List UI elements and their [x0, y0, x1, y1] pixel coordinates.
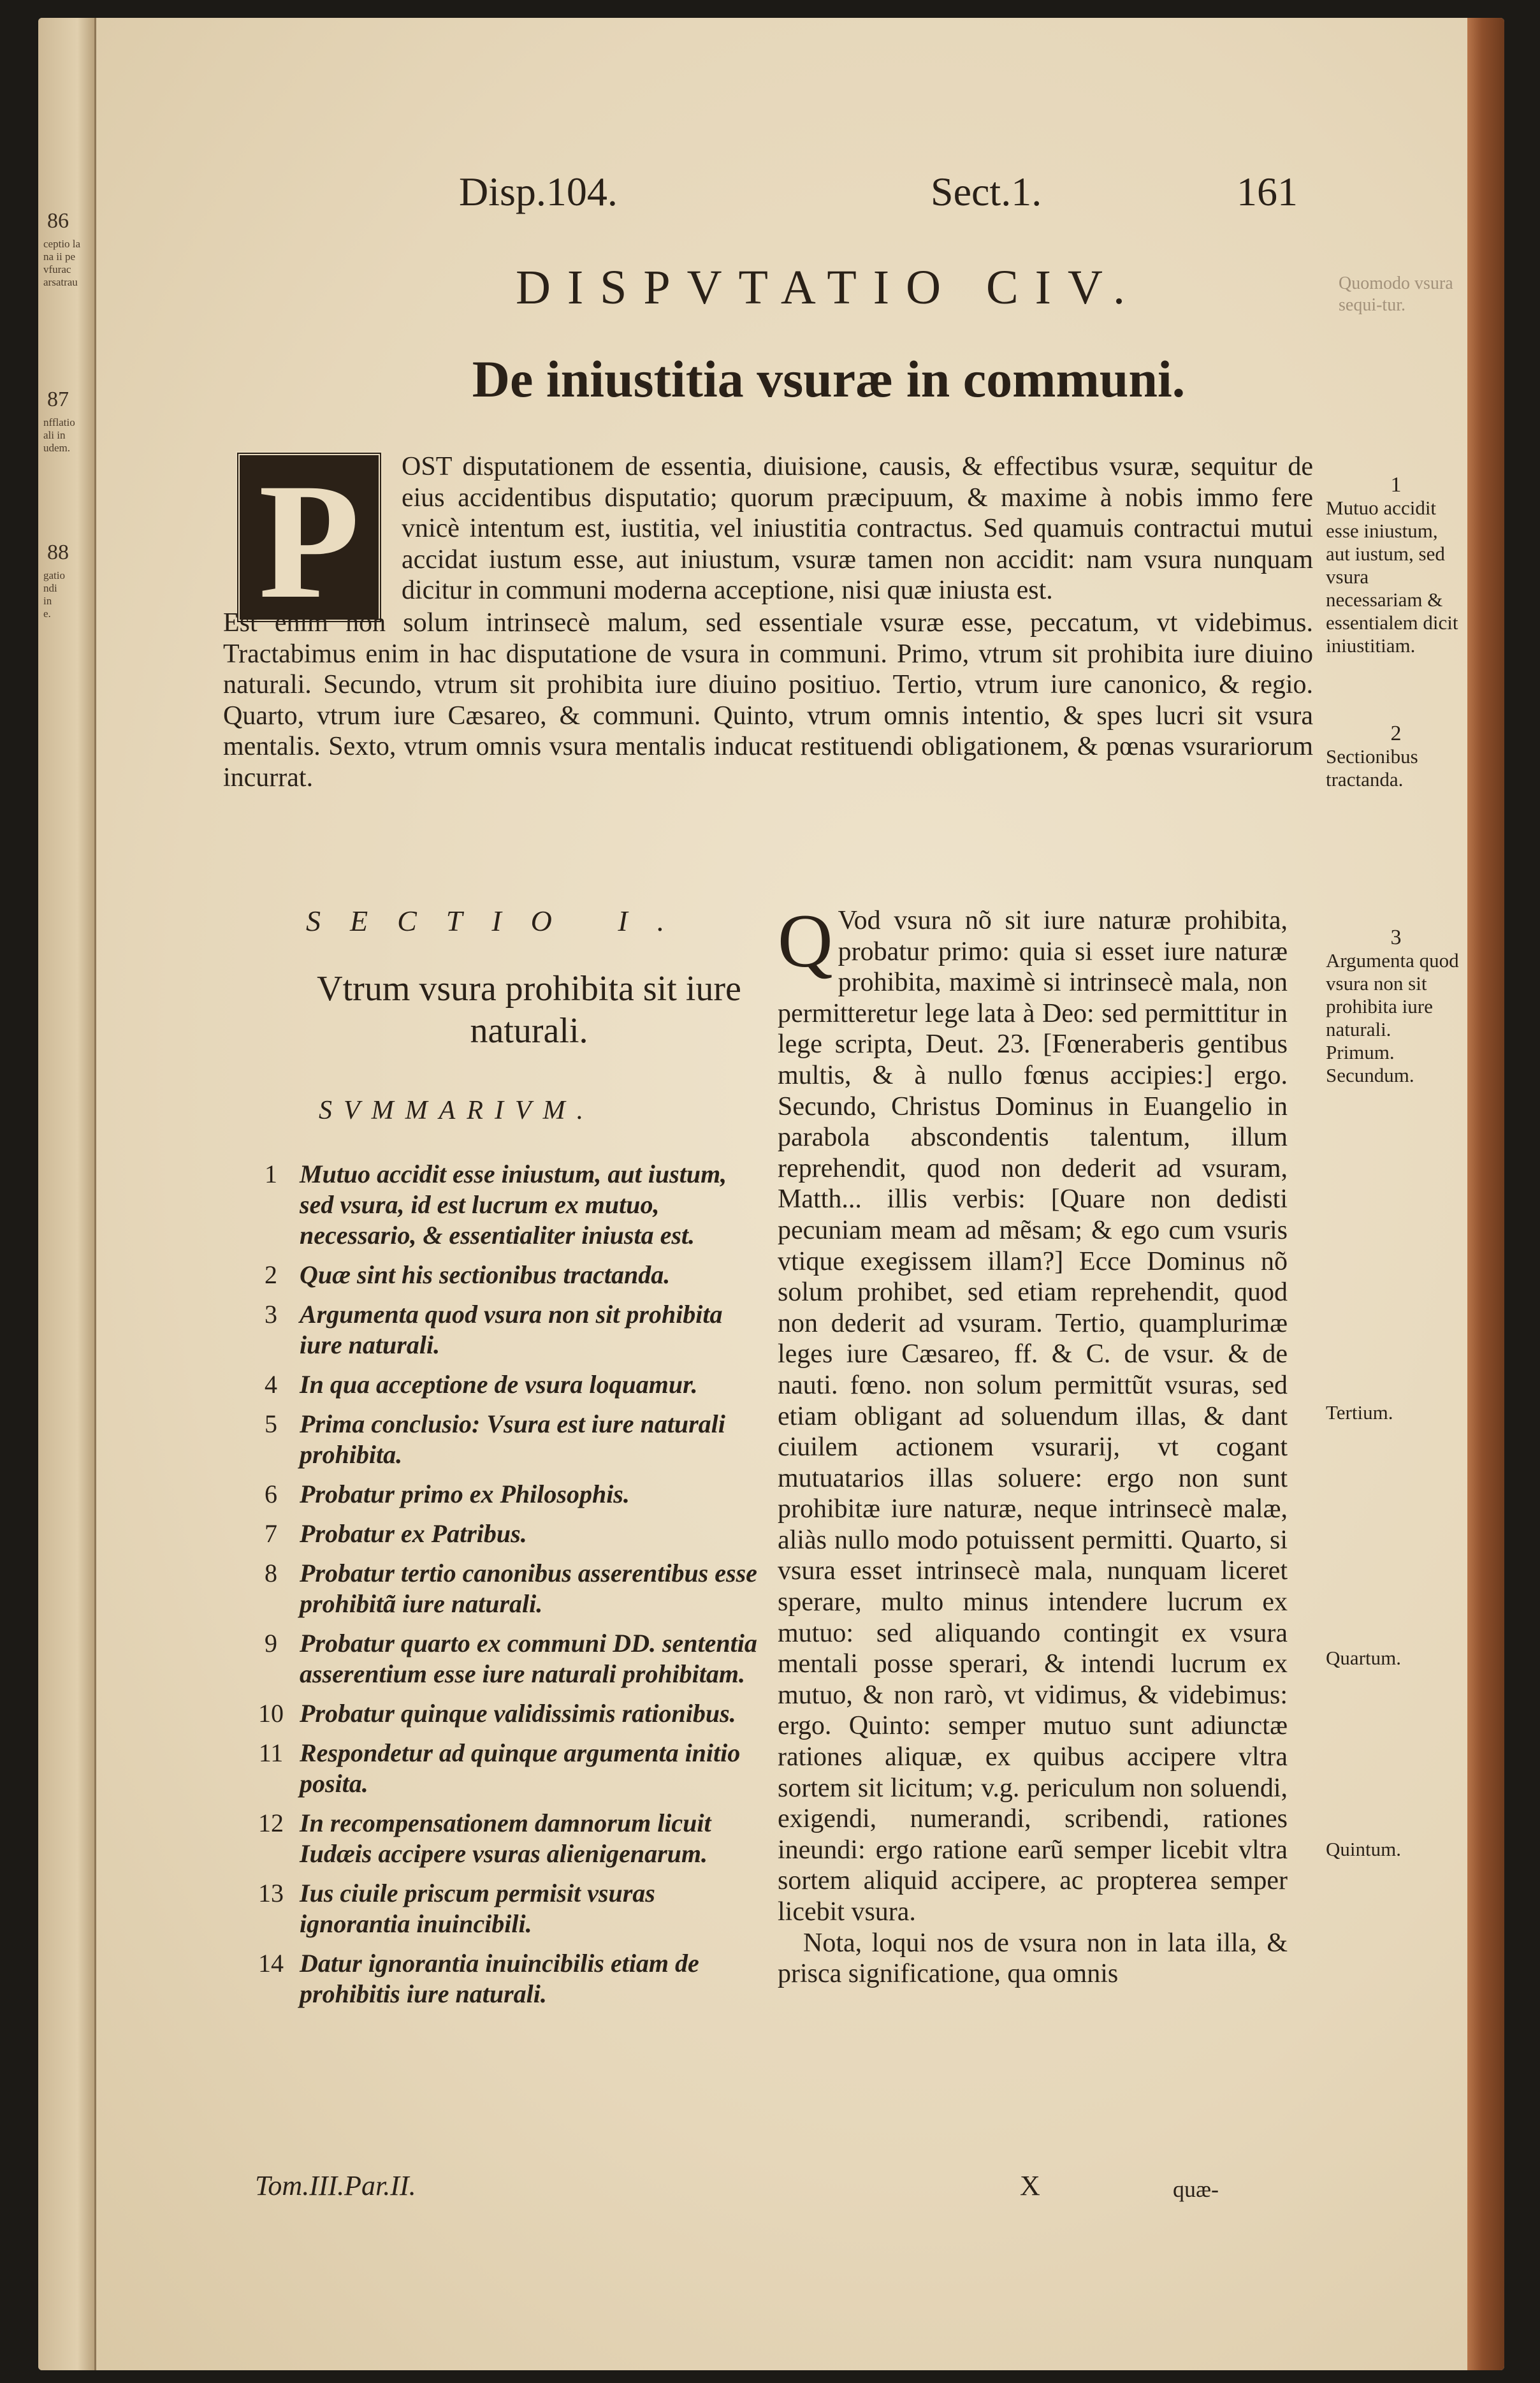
margin-note-quartum: Quartum.: [1326, 1647, 1401, 1669]
margin-note-1: 1 Mutuo accidit esse iniustum, aut iustum, sed vsura necessariam & essentialem dicit iniustitiam.: [1326, 473, 1458, 657]
summary-item: 11 Respondetur ad quinque argumenta initio posita.: [258, 1738, 741, 1798]
catchword: quæ-: [1173, 2176, 1219, 2202]
summary-item: 14 Datur ignorantia inuincibilis etiam de prohibitis iure naturali.: [258, 1949, 699, 2008]
summary-item: 9 Probatur quarto ex communi DD. sententia asserentium esse iure naturali prohibitam.: [265, 1629, 757, 1688]
header-section: Sect.1.: [931, 169, 1042, 214]
running-header: [370, 168, 1364, 219]
left-page-fragment: ceptio la na ii pe vfurac arsatrau: [43, 238, 81, 288]
signature-mark: X: [1020, 2170, 1040, 2201]
drop-letter-q: Q: [778, 898, 833, 983]
section-question: Vtrum vsura prohibita sit iure naturali.: [317, 969, 741, 1051]
summary-item: 1 Mutuo accidit esse iniustum, aut iustum, sed vsura, id est lucrum ex mutuo, necessario, & essentialiter iniusta est.: [265, 1160, 727, 1250]
intro-paragraph-lead: OST disputationem de essentia, diuisione, causis, & effectibus vsuræ, sequitur de eius accidentibus disputatio; quorum præcipuum, & maxime à nobis immo fere vnicè intentum est, iustitia, vel iniustitia contractus. Sed quamuis contractui mutui accidat iustum esse, aut iniustum, vsuræ tamen non accidit: nam vsura nunquam dicitur in communi moderna acceptione, nisi quæ iniusta est.: [402, 452, 1313, 605]
summary-item: 8 Probatur tertio canonibus asserentibus esse prohibitã iure naturali.: [265, 1559, 757, 1618]
left-page-fragment: nfflatio ali in udem.: [43, 416, 75, 454]
margin-note-quintum: Quintum.: [1326, 1838, 1401, 1860]
disputation-subtitle: De iniustitia vsuræ in communi.: [472, 350, 1186, 408]
page-number: 161: [1237, 169, 1298, 214]
summary-item: 4 In qua acceptione de vsura loquamur.: [265, 1370, 698, 1399]
summary-item: 12 In recompensationem damnorum licuit Iudæis accipere vsuras alienigenarum.: [258, 1809, 711, 1868]
summary-item: 2 Quæ sint his sectionibus tractanda.: [265, 1260, 671, 1289]
book-page: [38, 18, 1504, 2370]
left-page-fragment: gatio ndi in e.: [43, 569, 65, 620]
summary-item: 3 Argumenta quod vsura non sit prohibita iure naturali.: [265, 1300, 723, 1359]
section-label: SECTIO I.: [306, 905, 694, 937]
summary-item: 6 Probatur primo ex Philosophis.: [265, 1480, 630, 1508]
summary-item: 13 Ius ciuile priscum permisit vsuras ignorantia inuincibili.: [258, 1879, 655, 1938]
summary-item: 10 Probatur quinque validissimis rationibus.: [258, 1699, 736, 1728]
disputation-title: DISPVTATIO CIV.: [515, 261, 1142, 314]
ornamental-drop-cap: P: [236, 451, 382, 623]
header-disputation: Disp.104.: [459, 169, 618, 214]
body-paragraph-2: Nota, loqui nos de vsura non in lata illa, & prisca significatione, qua omnis: [778, 1928, 1288, 1989]
body-paragraph-1: Q Vod vsura nõ sit iure naturæ prohibita, probatur primo: quia si esset iure naturæ prohibita, maximè si intrinsecè mala, non permitteretur lege lata à Deo: sed permittitur in lege scripta, Deut. 23. [Fœneraberis gentibus multis, & à nullo fœnus accipies:] ergo. Secundo, Christus Dominus in Euangelio in parabola abscondentis talentum, illum reprehendit, quod non dederit ad vsuram, Matth... illis verbis: [Quare non dedisti pecuniam meam ad mẽsam; & ego cum vsuris vtique exegissem illam?] Ecce Dominus nõ solum prohibet, sed etiam reprehendit, quod non dederit ad vsuram. Tertio, quamplurimæ leges iure Cæsareo, ff. & C. de vsur. & de nauti. fœno. non solum permittũt vsuras, sed etiam obligant ad soluendum illas, & dant ciuilem actionem vsurarij, vt cogant mutuatarios illas soluere: ergo non sunt prohibitæ iure naturæ, neque intrinsecè malæ, aliàs nullo modo potuissent permitti. Quarto, si vsura esset intrinsecè mala, nunquam liceret sperare, multo minus intendere lucrum ex mutuo: sed aliquando contingit ex vsura mentali posse sperari, & intendi lucrum ex mutuo, & non rarò, vt vidimus, & videbimus: ergo. Quinto: semper mutuo sunt adiunctæ rationes aliquæ, ex quibus accipere vltra sortem sit licitum; v.g. periculum non soluendi, exigendi, numerandi, scribendi, rationes ineundi: ergo ratione earũ semper licebit vltra sortem aliquid accipere, ac propterea semper licebit vsura.: [778, 898, 1288, 1927]
faint-margin-note: Quomodo vsura sequi-tur.: [1339, 273, 1453, 315]
book-binding-edge: [1467, 18, 1504, 2370]
intro-paragraph: Est enim non solum intrinsecè malum, sed essentiale vsuræ esse, peccatum, vt videbimus. Tractabimus enim in hac disputatione de vsura in communi. Primo, vtrum sit prohibita iure diuino naturali. Secundo, vtrum sit prohibita iure diuino positiuo. Tertio, vtrum iure canonico, & regio. Quarto, vtrum iure Cæsareo, & communi. Quinto, vtrum omnis intentio, & spes lucri sit vsura mentalis. Sexto, vtrum omnis vsura mentalis inducat restituendi obligationem, & pœnas vsurariorum incurrat.: [223, 608, 1313, 792]
left-page-number-2: 87: [47, 388, 69, 411]
volume-marker: Tom.III.Par.II.: [255, 2170, 416, 2201]
margin-note-3: 3 Argumenta quod vsura non sit prohibita iure naturali. Primum. Secundum.: [1326, 926, 1459, 1086]
summary-item: 7 Probatur ex Patribus.: [265, 1519, 527, 1548]
summary-list: [242, 1159, 771, 2018]
body-column: [778, 898, 1288, 1990]
summary-item: 5 Prima conclusio: Vsura est iure naturali prohibita.: [265, 1410, 725, 1469]
left-page-number-1: 86: [47, 209, 69, 233]
summary-heading: SVMMARIVM.: [319, 1096, 595, 1125]
facing-page-edge: [38, 18, 96, 2370]
margin-note-2: 2 Sectionibus tractanda.: [1326, 722, 1418, 791]
left-page-number-3: 88: [47, 541, 69, 564]
margin-note-tertium: Tertium.: [1326, 1401, 1393, 1424]
